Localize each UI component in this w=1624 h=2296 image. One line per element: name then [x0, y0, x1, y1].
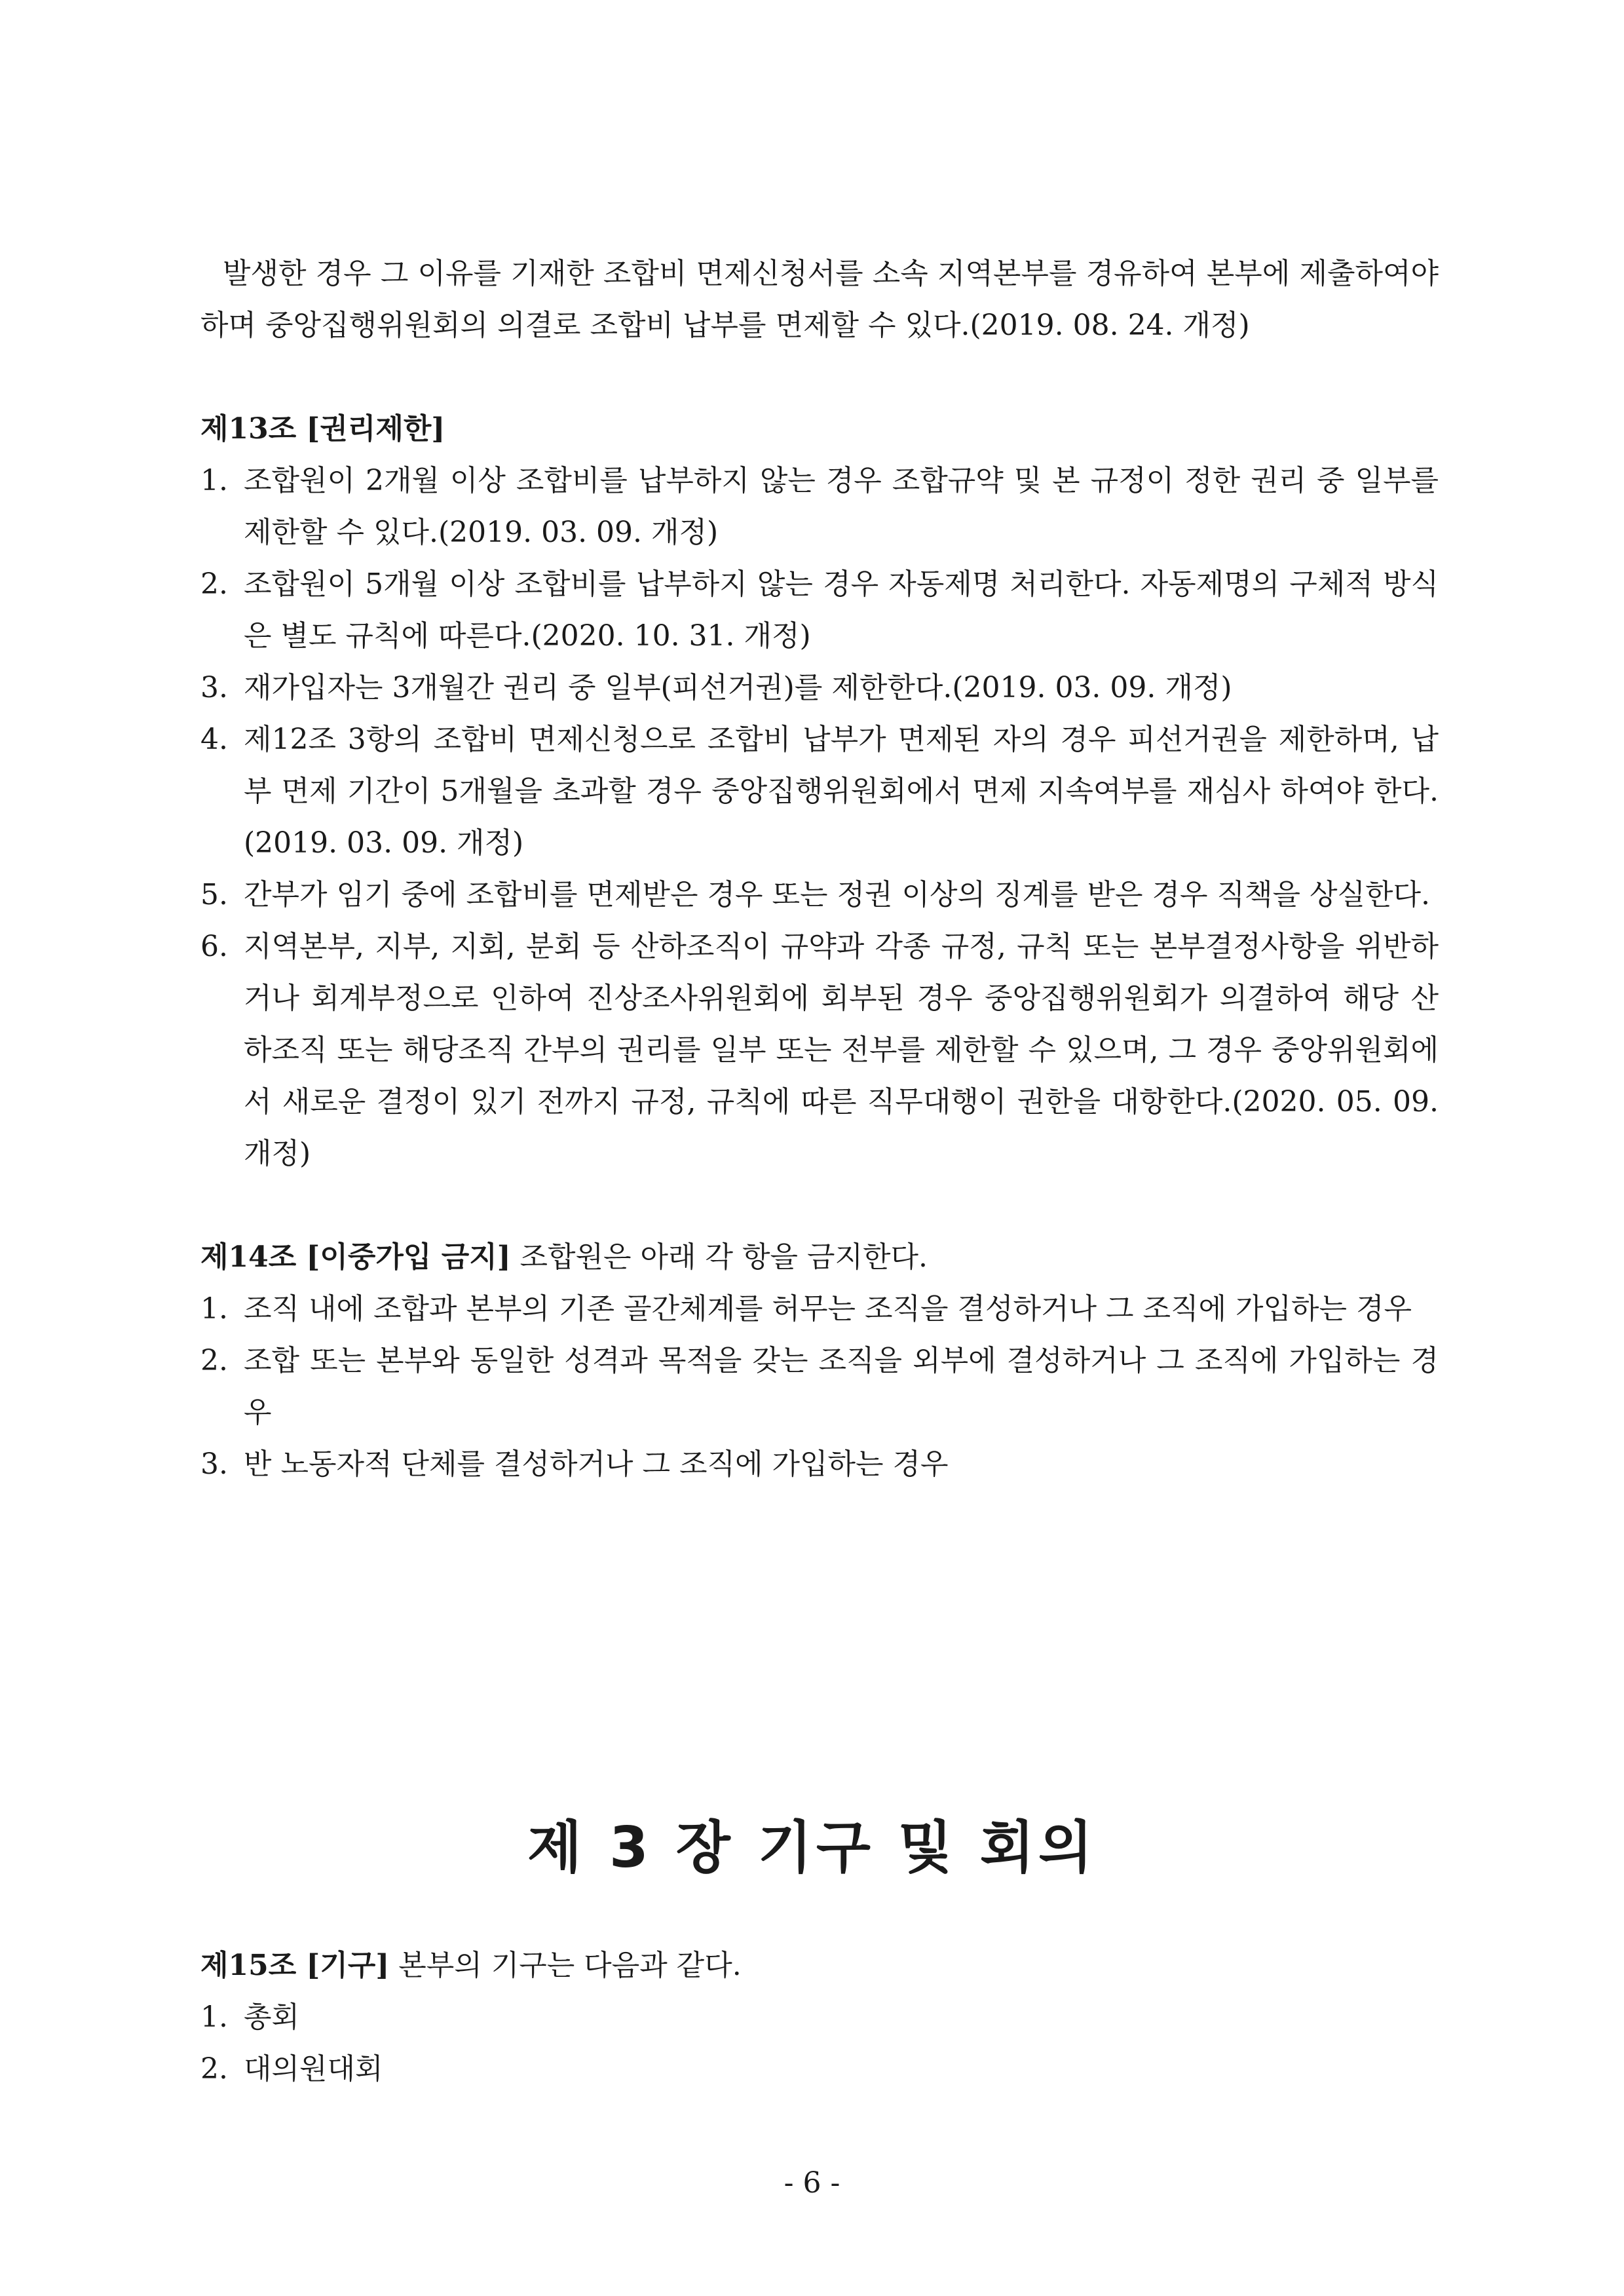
list-item	[200, 662, 1439, 714]
item-text: 조합 또는 본부와 동일한 성격과 목적을 갖는 조직을 외부에 결성하거나 그 조직에 가입하는 경우	[244, 1344, 1439, 1429]
list-item	[200, 714, 1439, 869]
item-text: 재가입자는 3개월간 권리 중 일부(피선거권)를 제한한다.(2019. 03. 09. 개정)	[244, 671, 1232, 704]
item-number: 1.	[200, 1292, 228, 1326]
body-text	[200, 248, 1439, 1490]
article-15-list	[200, 1991, 1439, 2095]
list-item	[200, 869, 1439, 921]
item-number: 6.	[200, 930, 228, 963]
article-14-lead: 조합원은 아래 각 항을 금지한다.	[510, 1240, 928, 1274]
article-13-list	[200, 455, 1439, 1179]
item-text: 대의원대회	[244, 2052, 383, 2086]
chapter-title: 제 3 장 기구 및 회의	[527, 1815, 1097, 1881]
item-text: 조직 내에 조합과 본부의 기존 골간체계를 허무는 조직을 결성하거나 그 조직에 가입하는 경우	[244, 1292, 1412, 1326]
item-number: 4.	[200, 723, 228, 756]
article-15-heading: 제15조 [기구]	[200, 1949, 390, 1982]
list-item	[200, 1283, 1439, 1335]
item-text: 총회	[244, 2000, 300, 2034]
item-text: 간부가 임기 중에 조합비를 면제받은 경우 또는 정권 이상의 징계를 받은 경우 직책을 상실한다.	[244, 878, 1430, 911]
list-item	[200, 455, 1439, 558]
list-item	[200, 558, 1439, 662]
item-number: 3.	[200, 1447, 228, 1481]
article-15-heading-line	[200, 1940, 1439, 1991]
list-item	[200, 2043, 1439, 2095]
item-number: 2.	[200, 1344, 228, 1377]
article-14	[200, 1231, 1439, 1490]
list-item	[200, 921, 1439, 1179]
item-number: 1.	[200, 2000, 228, 2034]
article-13-heading: 제13조 [권리제한]	[200, 412, 445, 446]
item-number: 5.	[200, 878, 228, 911]
article-15	[200, 1940, 1439, 2095]
item-text: 제12조 3항의 조합비 면제신청으로 조합비 납부가 면제된 자의 경우 피선거권을 제한하며, 납부 면제 기간이 5개월을 초과할 경우 중앙집행위원회에서 면제 지속여부를 재심사 하여야 한다.(2019. 03. 09. 개정)	[244, 723, 1439, 860]
item-number: 2.	[200, 2052, 228, 2086]
article-13	[200, 403, 1439, 1179]
item-text: 지역본부, 지부, 지회, 분회 등 산하조직이 규약과 각종 규정, 규칙 또는 본부결정사항을 위반하거나 회계부정으로 인하여 진상조사위원회에 회부된 경우 중앙집행위원회가 의결하여 해당 산하조직 또는 해당조직 간부의 권리를 일부 또는 전부를 제한할 수 있으며, 그 경우 중앙위원회에서 새로운 결정이 있기 전까지 규정, 규칙에 따른 직무대행이 권한을 대항한다.(2020. 05. 09. 개정)	[244, 930, 1439, 1170]
article-14-list	[200, 1283, 1439, 1490]
item-text: 반 노동자적 단체를 결성하거나 그 조직에 가입하는 경우	[244, 1447, 949, 1481]
article-14-heading-line	[200, 1231, 1439, 1283]
page-number: - 6 -	[784, 2166, 840, 2200]
item-text: 조합원이 2개월 이상 조합비를 납부하지 않는 경우 조합규약 및 본 규정이 정한 권리 중 일부를 제한할 수 있다.(2019. 03. 09. 개정)	[244, 464, 1439, 549]
list-item	[200, 1335, 1439, 1438]
item-text: 조합원이 5개월 이상 조합비를 납부하지 않는 경우 자동제명 처리한다. 자동제명의 구체적 방식은 별도 규칙에 따른다.(2020. 10. 31. 개정)	[244, 567, 1439, 653]
item-number: 1.	[200, 464, 228, 497]
item-number: 2.	[200, 567, 228, 601]
item-number: 3.	[200, 671, 228, 704]
list-item	[200, 1991, 1439, 2043]
article-14-heading: 제14조 [이중가입 금지]	[200, 1240, 511, 1274]
article-15-lead: 본부의 기구는 다음과 같다.	[389, 1949, 742, 1982]
list-item	[200, 1438, 1439, 1490]
intro-paragraph: 발생한 경우 그 이유를 기재한 조합비 면제신청서를 소속 지역본부를 경유하여 본부에 제출하여야 하며 중앙집행위원회의 의결로 조합비 납부를 면제할 수 있다.(2019. 08. 24. 개정)	[200, 257, 1439, 342]
